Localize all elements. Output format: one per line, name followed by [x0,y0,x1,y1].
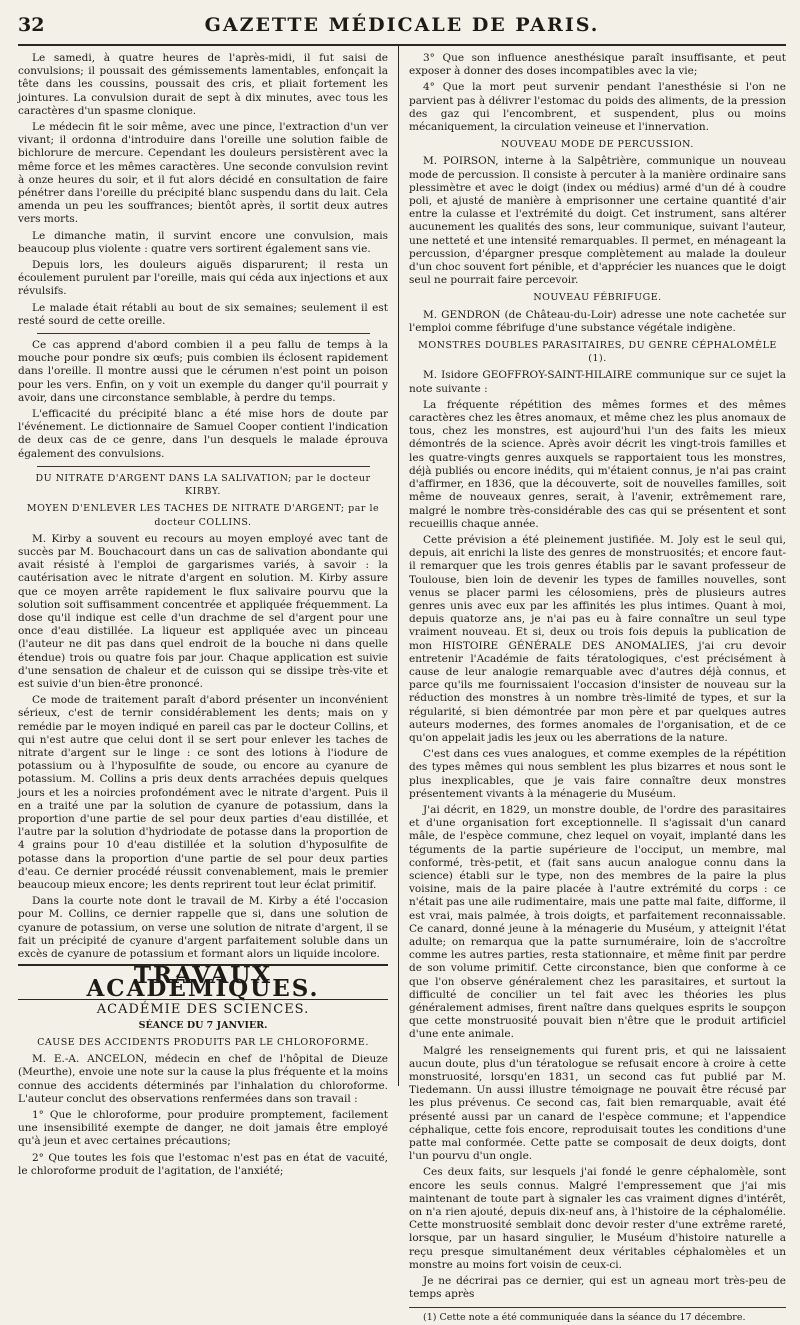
footnote: (1) Cette note a été communiquée dans la séance du 17 décembre. [409,1307,786,1324]
session-date: SÉANCE DU 7 JANVIER. [138,1019,268,1031]
paragraph: Le médecin fit le soir même, avec une pince, l'extraction d'un ver vivant; il ordonna d'introduire dans l'oreille une solution faible de bichlorure de mercure. Cependant les douleurs persistèrent avec la même force et les mêmes caractères. Une seconde convulsion revint à onze heures du soir, et il fut alors décidé en consultation de faire pénétrer dans l'oreille du précipité blanc suspendu dans du lait. Cela amenda un peu les souffrances; bientôt après, il sortit deux autres vers morts. [18,121,388,226]
paragraph: Dans la courte note dont le travail de M. Kirby a été l'occasion pour M. Collins, ce dernier rappelle que si, dans une solution de cyanure de potassium, on verse une solution de nitrate d'argent, il se fait un précipité de cyanure d'argent parfaitement soluble dans un excès de cyanure de potassium et formant alors un liquide incolore. [18,895,388,960]
paragraph: L'efficacité du précipité blanc a été mise hors de doute par l'événement. Le dictionnaire de Samuel Cooper contient l'indication de deux cas de ce genre, dans l'un desquels le malade éprouva également des convulsions. [18,408,388,460]
paragraph: 2° Que toutes les fois que l'estomac n'est pas en état de vacuité, le chloroforme produit de l'agitation, de l'anxiété; [18,1151,388,1177]
article-heading: DU NITRATE D'ARGENT DANS LA SALIVATION; par le docteur KIRBY. [35,472,371,498]
left-column [18,46,398,1177]
paragraph: La fréquente répétition des mêmes formes et des mêmes caractères chez les êtres anomaux, et même chez les plus anomaux de tous, chez les monstres, est aujourd'hui l'un des faits les mieux démontrés de la science. Après avoir décrit les vingt-trois familles et les quatre-vingts genres auxquels se rapportaient tous les monstres, déjà publiés ou encore inédits, qui m'étaient connus, je n'ai pas craint d'affirmer, en 1836, que la découverte, soit de nouvelles familles, soit même de nouveaux genres, serait, à l'avenir, extrêmement rare, malgré le nombre très-considérable des cas qui se présentent et sont recueillis chaque année. [409,398,786,530]
paragraph: Le samedi, à quatre heures de l'après-midi, il fut saisi de convulsions; il poussait des gémissements lamentables, enfonçait la tête dans les coussins, poussait des cris, et pliait fortement les jointures. La convulsion durait de sept à dix minutes, avec tous les caractères d'un spasme clonique. [18,52,388,117]
page-header [18,14,786,40]
paragraph: M. POIRSON, interne à la Salpêtrière, communique un nouveau mode de percussion. Il consiste à percuter à la manière ordinaire sans plessimètre et avec le doigt (index ou médius) armé d'un dé à coudre poli, et ajusté de manière à emprisonner une certaine quantité d'air entre la culasse et l'extrémité du doigt. Cet instrument, sans altérer aucunement les qualités des sons, leur communique, suivant l'auteur, une netteté et une intensité remarquables. Il permet, en ménageant la percussion, d'épargner presque complètement au malade la douleur d'un choc souvent fort pénible, et d'apprécier les nuances que le doigt seul ne pourrait faire percevoir. [409,155,786,287]
section-banner: TRAVAUX ACADÉMIQUES. [18,964,388,999]
paragraph: Depuis lors, les douleurs aiguës disparurent; il resta un écoulement purulent par l'oreille, mais qui céda aux injections et aux révulsifs. [18,259,388,298]
separator [37,333,370,334]
paragraph: Ce mode de traitement paraît d'abord présenter un inconvénient sérieux, c'est de ternir considérablement les dents; mais on y remédie par le moyen indiqué en pareil cas par le docteur Collins, et qui n'est autre que celui dont il se sert pour enlever les taches de nitrate d'argent sur le linge : ce sont des lotions à l'iodure de potassium ou à l'hyposulfite de soude, ou encore au cyanure de potassium. M. Collins a pris deux dents arrachées depuis quelques jours et les a noircies profondément avec le nitrate d'argent. Puis il en a traité une par la solution de cyanure de potassium, dans la proportion d'une partie de sel pour deux parties d'eau distillée, et l'autre par la solution d'hydriodate de potasse dans la proportion de 4 grains pour 10 d'eau distillée et la solution d'hyposulfite de potasse dans la proportion d'une partie de sel pour deux parties d'eau. Ce dernier procédé réussit convenablement, mais le premier beaucoup mieux encore; les dents reprirent tout leur éclat primitif. [18,694,388,891]
separator [37,466,370,467]
page-title: GAZETTE MÉDICALE DE PARIS. [204,14,600,36]
paragraph: M. Isidore GEOFFROY-SAINT-HILAIRE communique sur ce sujet la note suivante : [409,369,786,395]
paragraph: Malgré les renseignements qui furent pris, et qui ne laissaient aucun doute, plus d'un tératologue se refusait encore à croire à cette monstruosité, lorsqu'en 1831, un second cas fut publié par M. Tiedemann. Un aussi illustre témoignage ne pouvait être récusé par les plus prévenus. Ce second cas, fait bien remarquable, avait été présenté aussi par un canard de l'espèce commune; et l'appendice céphalique, cette fois encore, reproduisait toutes les conditions d'une patte mal conformée. Cette patte se composait de deux doigts, dont l'un pourvu d'un ongle. [409,1044,786,1163]
paragraph: J'ai décrit, en 1829, un monstre double, de l'ordre des parasitaires et d'une organisation fort exceptionnelle. Il s'agissait d'un canard mâle, de l'espèce commune, chez lequel on voyait, implanté dans les téguments de la partie supérieure de l'occiput, un membre, mal conformé, très-petit, et (fait sans aucun analogue connu dans la science) établi sur le type, non des membres de la paire la plus voisine, mais de la paire placée à l'autre extrémité du corps : ce n'était pas une aile rudimentaire, mais une patte mal faite, difforme, il est vrai, mais palmée, à trois doigts, et parfaitement reconnaissable. Ce canard, donné jeune à la ménagerie du Muséum, y atteignit l'état adulte; on remarqua que la patte surnuméraire, loin de s'accroître comme les autres parties, resta stationnaire, et même finit par perdre de son volume primitif. Cette circonstance, bien que conforme à ce que l'on observe généralement chez les parasitaires, et surtout la difficulté de concilier un tel fait avec les théories les plus généralement admises, firent naître dans quelques esprits le soupçon que cette monstruosité pouvait bien n'être que le produit artificiel d'une ente animale. [409,803,786,1041]
paragraph: Le malade était rétabli au bout de six semaines; seulement il est resté sourd de cette oreille. [18,301,388,327]
academy-title: ACADÉMIE DES SCIENCES. [96,1001,310,1017]
article-heading: NOUVEAU MODE DE PERCUSSION. [501,139,694,151]
article-heading: CAUSE DES ACCIDENTS PRODUITS PAR LE CHLOROFORME. [37,1037,369,1049]
paragraph: 1° Que le chloroforme, pour produire promptement, facilement une insensibilité exempte de danger, ne doit jamais être employé qu'à jeun et avec certaines précautions; [18,1109,388,1148]
paragraph: Ce cas apprend d'abord combien il a peu fallu de temps à la mouche pour pondre six œufs; puis combien ils éclosent rapidement dans l'oreille. Il montre aussi que le cérumen n'est point un poison pour les vers. Enfin, on y voit un exemple du danger qu'il pourrait y avoir, dans une circonstance semblable, à perdre du temps. [18,339,388,404]
paragraph: 4° Que la mort peut survenir pendant l'anesthésie si l'on ne parvient pas à délivrer l'estomac du poids des aliments, de la pression des gaz qui l'encombrent, et suspendent, plus ou moins mécaniquement, la circulation veineuse et l'innervation. [409,81,786,134]
paragraph: 3° Que son influence anesthésique paraît insuffisante, et peut exposer à donner des doses incompatibles avec la vie; [409,52,786,78]
paragraph: Ces deux faits, sur lesquels j'ai fondé le genre céphalomèle, sont encore les seuls connus. Malgré l'empressement que j'ai mis maintenant de toute part à signaler les cas vraiment dignes d'intérêt, on n'a rien ajouté, depuis dix-neuf ans, à l'histoire de la céphalomélie. Cette monstruosité semblait donc devoir rester d'une extrême rareté, lorsque, par un hasard singulier, le Muséum d'histoire naturelle a reçu presque simultanément deux véritables céphalomèles et un monstre au moins fort voisin de ceux-ci. [409,1166,786,1271]
paragraph: M. Kirby a souvent eu recours au moyen employé avec tant de succès par M. Bouchacourt dans un cas de salivation abondante qui avait résisté à l'emploi de gargarismes variés, à savoir : la cautérisation avec le nitrate d'argent en solution. M. Kirby assure que ce moyen arrête rapidement le flux salivaire pourvu que la solution soit suffisamment concentrée et appliquée fréquemment. La dose qu'il indique est celle d'un drachme de sel d'argent pour une once d'eau distillée. La liqueur est appliquée avec un pinceau (l'auteur ne dit pas dans quel endroit de la bouche ni dans quelle étendue) trois ou quatre fois par jour. Chaque application est suivie d'une sensation de chaleur et de cuisson qui se dissipe très-vite et est suivie d'un bien-être prononcé. [18,532,388,690]
text-columns [18,46,786,1324]
article-heading: MOYEN D'ENLEVER LES TACHES DE NITRATE D'ARGENT; par le docteur COLLINS. [26,503,380,528]
right-column [398,46,786,1324]
paragraph: C'est dans ces vues analogues, et comme exemples de la répétition des types mêmes qui nous semblent les plus bizarres et nous sont le plus inexplicables, que je vais faire connaître deux monstres présentement vivants à la ménagerie du Muséum. [409,748,786,800]
article-heading: MONSTRES DOUBLES PARASITAIRES, DU GENRE CÉPHALOMÈLE (1). [418,340,777,365]
paragraph: M. E.-A. ANCELON, médecin en chef de l'hôpital de Dieuze (Meurthe), envoie une note sur la cause la plus fréquente et la moins connue des accidents déterminés par l'inhalation du chloroforme. L'auteur conclut des observations renfermées dans son travail : [18,1053,388,1105]
page-number: 32 [18,14,45,36]
paragraph: Le dimanche matin, il survint encore une convulsion, mais beaucoup plus violente : quatre vers sortirent également sans vie. [18,229,388,255]
article-heading: NOUVEAU FÉBRIFUGE. [533,292,662,304]
paragraph: M. GENDRON (de Château-du-Loir) adresse une note cachetée sur l'emploi comme fébrifuge d'une substance végétale indigène. [409,308,786,334]
paragraph: Cette prévision a été pleinement justifiée. M. Joly est le seul qui, depuis, ait enrichi la liste des genres de monstruosités; et encore faut-il remarquer que les trois genres établis par le savant professeur de Toulouse, bien loin de devenir les types de familles nouvelles, sont venus se placer parmi les célosomiens, près de plusieurs autres genres unis avec eux par les affinités les plus intimes. Quant à moi, depuis quatorze ans, je n'ai pas eu à faire connaître un seul type vraiment nouveau. Et si, deux ou trois fois depuis la publication de mon HISTOIRE GÉNÉRALE DES ANOMALIES, j'ai cru devoir entretenir l'Académie de faits tératologiques, c'est précisément à cause de leur analogie remarquable avec d'autres déjà connus, et parce qu'ils me fournissaient l'occasion d'insister de nouveau sur la réduction des monstres à un nombre très-limité de types, et sur la régularité, si bien démontrée par mon père et par quelques autres auteurs modernes, des formes anomales de l'organisation, et de ce qu'on appelait jadis les jeux ou les aberrations de la nature. [409,533,786,744]
paragraph: Je ne décrirai pas ce dernier, qui est un agneau mort très-peu de temps après [409,1275,786,1301]
